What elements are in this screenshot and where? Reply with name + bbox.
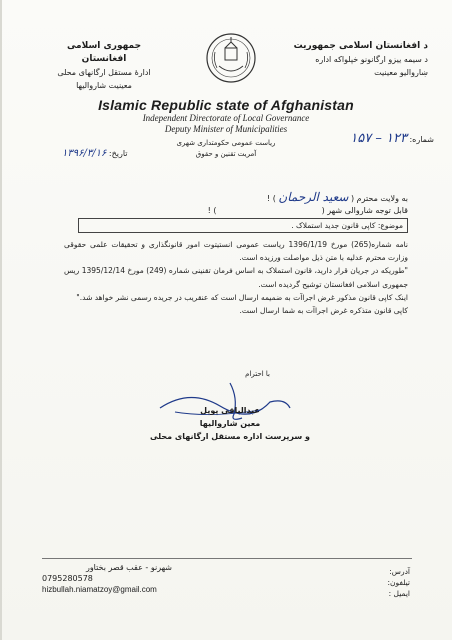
footer-address: شهرنو - عقب قصر بختاور (85, 563, 172, 572)
header-persian (44, 40, 164, 92)
english-subtitle-2: Deputy Minister of Municipalities (164, 124, 288, 134)
footer-label-phone: تیلفون: (387, 578, 410, 587)
addressee-handwritten: سعید الرحمان (278, 190, 349, 204)
header-right-line3: ښاروالیو معینیت (374, 68, 428, 77)
body-paragraph-2: "طوریکه در جریان قرار دارید، قانون استملاک به اساس فرمان تقنینی شماره (249) مورخ 1395/12/14 ریس جمهوری اسلامی افغانستان توشیح گردیده است. (64, 266, 409, 289)
body-paragraph-4: کاپی قانون متذکره غرض اجراآت به شما ارسال است. (239, 306, 408, 316)
addressee-line-1 (267, 190, 408, 204)
footer-phone: 0795280578 (42, 574, 93, 583)
persian-subtitle-1: ریاست عمومی حکومتداری شهری (176, 139, 276, 147)
signatory-org: و سرپرست اداره مستقل ارگانهای محلی (150, 432, 310, 441)
footer-contact (42, 562, 172, 595)
subject-box: موضوع: کاپی قانون جدید استملاک . (78, 218, 408, 233)
letter-date (62, 148, 128, 159)
english-subtitle-1: Independent Directorate of Local Governance (142, 113, 310, 123)
letter-body (64, 238, 408, 317)
header-left-line1: جمهوری اسلامی افغانستان (66, 41, 142, 64)
footer-divider (42, 558, 412, 559)
scan-edge (0, 0, 2, 640)
body-paragraph-3: اینک کاپی قانون مذکور غرض اجراآت به ضمیمه ارسال است که عنقریب در جریده رسمی نشر خواهد شد." (76, 292, 408, 302)
date-label: تاریخ: (108, 149, 128, 158)
header-right-line1: د افغانستان اسلامی جمهوریت (293, 41, 428, 51)
number-label: شماره: (409, 135, 434, 144)
body-paragraph-1: نامه شماره(265) مورخ 1396/1/19 ریاست عمومی انستیتوت امور قانونگذاری و تحقیقات علمی حقوقی وزارت محترم عدلیه با متن ذیل مواصلت ورزیده است. (64, 240, 408, 263)
header-left-line2: ادارهٔ مستقل ارگانهای محلی (57, 68, 151, 77)
header-left-line3: معینیت شاروالیها (76, 81, 132, 90)
header-right-line2: د سیمه ییزو ارگانونو خپلواکه اداره (315, 55, 428, 64)
signatory-name: عبدالباقی پوپل (200, 406, 260, 415)
afghanistan-emblem-icon (205, 30, 257, 86)
english-title: Islamic Republic state of Afghanistan (98, 97, 354, 113)
footer-labels (350, 566, 410, 599)
addressee-line-2 (208, 206, 408, 215)
footer-label-email: ایمیل : (388, 589, 410, 598)
footer-email: hizbullah.niamatzoy@gmail.com (42, 585, 157, 594)
addressee-city-suffix: ) ! (207, 206, 217, 215)
letter-number (346, 131, 434, 146)
number-value: ۱۲۳ – ۱۵۷ (350, 131, 407, 146)
addressee-city: قابل توجه شاروالی شهر ( (321, 206, 408, 215)
footer-label-address: آدرس: (389, 567, 410, 576)
date-value: ۱۳۹۶/۳/۱۶ (62, 148, 107, 159)
signatory-title: معین شاروالیها (199, 419, 261, 428)
addressee-prefix: به ولایت محترم ( (350, 194, 408, 203)
persian-subtitle-2: آمریت تقنین و حقوق (195, 150, 257, 158)
addressee-suffix: ) ! (267, 194, 276, 203)
signatory-block (130, 404, 330, 443)
header-pashto (268, 40, 428, 79)
closing: با احترام (245, 370, 270, 378)
